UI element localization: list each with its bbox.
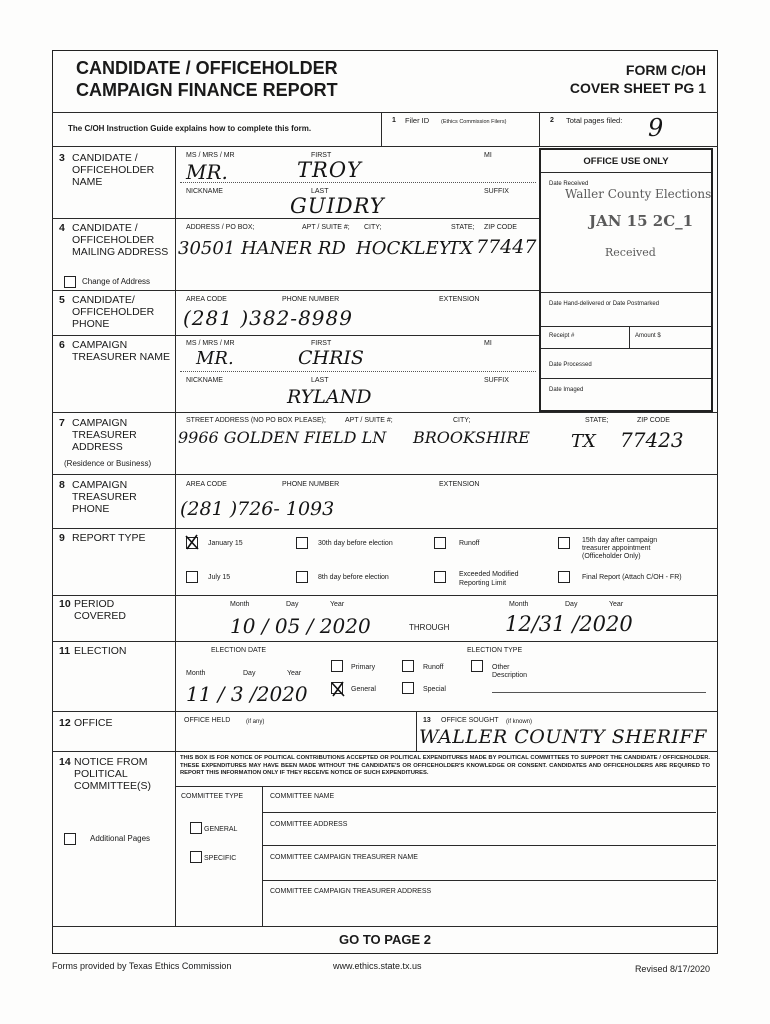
30th-day-label: 30th day before election bbox=[318, 540, 393, 547]
section-label: PERIOD COVERED bbox=[74, 598, 126, 622]
section-number: 10 bbox=[59, 598, 71, 610]
treasurer-state-field[interactable]: TX bbox=[571, 431, 596, 452]
runoff-report-checkbox[interactable] bbox=[434, 537, 446, 549]
section-number: 9 bbox=[59, 532, 65, 544]
office-sought-field[interactable]: WALLER COUNTY SHERIFF bbox=[419, 726, 707, 748]
hand-delivered-label: Date Hand-delivered or Date Postmarked bbox=[549, 301, 660, 307]
office-use-title: OFFICE USE ONLY bbox=[583, 156, 669, 167]
section-number: 3 bbox=[59, 152, 65, 164]
section-number: 7 bbox=[59, 417, 65, 429]
committee-name-caption: COMMITTEE NAME bbox=[270, 793, 335, 800]
other-label: Other bbox=[492, 664, 510, 671]
candidate-phone-field[interactable]: (281 )382-8989 bbox=[183, 306, 353, 330]
form-title-line-2: CAMPAIGN FINANCE REPORT bbox=[76, 80, 338, 100]
office-held-field[interactable] bbox=[184, 728, 412, 750]
date-processed-label: Date Processed bbox=[549, 362, 592, 368]
candidate-title-field[interactable]: MR. bbox=[186, 160, 228, 184]
received-stamp-date: JAN 15 2C_1 bbox=[589, 212, 694, 230]
8th-day-checkbox[interactable] bbox=[296, 571, 308, 583]
through-label: THROUGH bbox=[409, 623, 450, 632]
section-number: 14 bbox=[59, 756, 71, 768]
section-label: REPORT TYPE bbox=[72, 532, 146, 544]
amount-label: Amount $ bbox=[635, 333, 661, 339]
election-runoff-checkbox[interactable] bbox=[402, 660, 414, 672]
final-report-label: Final Report (Attach C/OH - FR) bbox=[582, 574, 682, 581]
received-stamp-agency: Waller County Elections bbox=[565, 187, 712, 201]
election-date-field[interactable]: 11 / 3 /2020 bbox=[186, 682, 308, 706]
election-day-caption: Day bbox=[243, 670, 256, 677]
nickname-caption: NICKNAME bbox=[186, 188, 223, 195]
office-held-note: (if any) bbox=[246, 718, 265, 725]
other-checkbox[interactable] bbox=[471, 660, 483, 672]
section-label: CAMPAIGN TREASURER PHONE bbox=[72, 479, 137, 515]
state-caption: STATE; bbox=[585, 417, 609, 424]
section-label: CAMPAIGN TREASURER ADDRESS bbox=[72, 417, 137, 453]
treasurer-first-name-field[interactable]: CHRIS bbox=[298, 347, 364, 369]
additional-pages-checkbox[interactable] bbox=[64, 833, 76, 845]
july-15-label: July 15 bbox=[208, 574, 231, 581]
filer-id-note: (Ethics Commission Filers) bbox=[441, 118, 507, 125]
from-year-caption: Year bbox=[330, 601, 345, 608]
first-caption: FIRST bbox=[311, 340, 332, 347]
date-imaged-label: Date Imaged bbox=[549, 387, 584, 393]
15th-day-checkbox[interactable] bbox=[558, 537, 570, 549]
treasurer-zip-field[interactable]: 77423 bbox=[620, 428, 684, 452]
total-pages-field[interactable]: 9 bbox=[648, 114, 664, 142]
city-caption: CITY; bbox=[453, 417, 471, 424]
section-number: 4 bbox=[59, 222, 65, 234]
office-sought-note: (if known) bbox=[506, 718, 533, 725]
runoff-report-label: Runoff bbox=[459, 540, 480, 547]
area-code-caption: AREA CODE bbox=[186, 481, 227, 488]
30th-day-checkbox[interactable] bbox=[296, 537, 308, 549]
nickname-caption: NICKNAME bbox=[186, 377, 223, 384]
form-number: FORM C/OH bbox=[625, 62, 706, 78]
15th-day-label: 15th day after campaign bbox=[582, 537, 658, 544]
8th-day-label: 8th day before election bbox=[318, 574, 389, 581]
mi-caption: MI bbox=[484, 340, 492, 347]
section-label: ELECTION bbox=[74, 645, 127, 657]
street-caption: STREET ADDRESS (NO PO BOX PLEASE); bbox=[186, 417, 326, 424]
total-pages-label: Total pages filed: bbox=[566, 116, 623, 125]
mailing-zip-field[interactable]: 77447 bbox=[476, 236, 537, 258]
last-caption: LAST bbox=[311, 377, 329, 384]
general-committee-checkbox[interactable] bbox=[190, 822, 202, 834]
election-date-caption: ELECTION DATE bbox=[211, 647, 267, 654]
committee-treasurer-address-caption: COMMITTEE CAMPAIGN TREASURER ADDRESS bbox=[270, 888, 432, 895]
title-caption: MS / MRS / MR bbox=[186, 152, 235, 159]
section-number: 12 bbox=[59, 717, 71, 729]
office-use-box bbox=[539, 148, 713, 412]
15th-day-label-line-3: (Officeholder Only) bbox=[582, 553, 641, 560]
filer-id-field[interactable] bbox=[392, 128, 534, 142]
additional-pages-label: Additional Pages bbox=[90, 834, 151, 843]
to-year-caption: Year bbox=[609, 601, 624, 608]
change-of-address-checkbox[interactable] bbox=[64, 276, 76, 288]
january-15-checkbox[interactable] bbox=[186, 537, 198, 549]
candidate-first-name-field[interactable]: TROY bbox=[297, 158, 362, 182]
form-title-line-1: CANDIDATE / OFFICEHOLDER bbox=[76, 58, 338, 78]
phone-caption: PHONE NUMBER bbox=[282, 481, 340, 488]
section-number: 11 bbox=[59, 645, 71, 657]
general-checkbox[interactable] bbox=[331, 682, 343, 694]
check-mark-icon bbox=[184, 533, 200, 551]
section-number: 6 bbox=[59, 339, 65, 351]
treasurer-street-field[interactable]: 9966 GOLDEN FIELD LN bbox=[178, 428, 387, 447]
go-to-page-2: GO TO PAGE 2 bbox=[339, 932, 431, 947]
to-month-caption: Month bbox=[509, 601, 529, 608]
address-caption: ADDRESS / PO BOX; bbox=[186, 224, 255, 231]
period-end-field[interactable]: 12/31 /2020 bbox=[505, 612, 633, 636]
zip-caption: ZIP CODE bbox=[637, 417, 670, 424]
specific-committee-checkbox[interactable] bbox=[190, 851, 202, 863]
section-label: CANDIDATE/ OFFICEHOLDER PHONE bbox=[72, 294, 155, 330]
revised-date: Revised 8/17/2020 bbox=[634, 964, 710, 974]
july-15-checkbox[interactable] bbox=[186, 571, 198, 583]
candidate-last-name-field[interactable]: GUIDRY bbox=[290, 194, 385, 218]
area-code-caption: AREA CODE bbox=[186, 296, 227, 303]
from-month-caption: Month bbox=[230, 601, 250, 608]
exceeded-limit-label-line-2: Reporting Limit bbox=[459, 580, 507, 587]
filer-id-label: Filer ID bbox=[405, 116, 430, 125]
apt-caption: APT / SUITE #; bbox=[302, 224, 350, 231]
specific-committee-label: SPECIFIC bbox=[204, 855, 237, 862]
primary-checkbox[interactable] bbox=[331, 660, 343, 672]
total-pages-number: 2 bbox=[550, 117, 554, 124]
ethics-website-link[interactable]: www.ethics.state.tx.us bbox=[333, 961, 422, 971]
section-label: CANDIDATE / OFFICEHOLDER MAILING ADDRESS bbox=[72, 222, 169, 258]
primary-label: Primary bbox=[351, 664, 376, 671]
mailing-city-field[interactable]: HOCKLEY bbox=[356, 238, 451, 259]
office-sought-number: 13 bbox=[423, 717, 431, 724]
section-number: 8 bbox=[59, 479, 65, 491]
date-received-label: Date Received bbox=[549, 181, 589, 187]
extension-caption: EXTENSION bbox=[439, 296, 480, 303]
general-label: General bbox=[351, 686, 376, 693]
zip-caption: ZIP CODE bbox=[484, 224, 517, 231]
first-caption: FIRST bbox=[311, 152, 332, 159]
extension-caption: EXTENSION bbox=[439, 481, 480, 488]
state-caption: STATE; bbox=[451, 224, 475, 231]
mailing-address-field[interactable]: 30501 HANER RD bbox=[178, 238, 346, 259]
exceeded-limit-checkbox[interactable] bbox=[434, 571, 446, 583]
committee-treasurer-caption: COMMITTEE CAMPAIGN TREASURER NAME bbox=[270, 854, 418, 861]
treasurer-phone-field[interactable]: (281 )726- 1093 bbox=[180, 498, 335, 520]
city-caption: CITY; bbox=[364, 224, 382, 231]
committee-address-caption: COMMITTEE ADDRESS bbox=[270, 821, 348, 828]
exceeded-limit-label: Exceeded Modified bbox=[459, 571, 519, 578]
instruction-note: The C/OH Instruction Guide explains how to complete this form. bbox=[68, 124, 312, 133]
from-day-caption: Day bbox=[286, 601, 299, 608]
treasurer-city-field[interactable]: BROOKSHIRE bbox=[413, 428, 530, 447]
to-day-caption: Day bbox=[565, 601, 578, 608]
form-page-label: COVER SHEET PG 1 bbox=[569, 80, 706, 96]
final-report-checkbox[interactable] bbox=[558, 571, 570, 583]
filer-id-number: 1 bbox=[392, 117, 396, 124]
section-sublabel: (Residence or Business) bbox=[64, 459, 152, 468]
election-month-caption: Month bbox=[186, 670, 206, 677]
election-runoff-label: Runoff bbox=[423, 664, 444, 671]
check-mark-icon bbox=[330, 680, 346, 698]
section-label: NOTICE FROM POLITICAL COMMITTEE(S) bbox=[74, 756, 151, 792]
apt-caption: APT / SUITE #; bbox=[345, 417, 393, 424]
election-type-caption: ELECTION TYPE bbox=[467, 647, 523, 654]
suffix-caption: SUFFIX bbox=[484, 377, 509, 384]
receipt-label: Receipt # bbox=[549, 333, 575, 339]
other-description-label: Description bbox=[492, 672, 528, 679]
15th-day-label-line-2: treasurer appointment bbox=[582, 545, 651, 552]
section-label: CAMPAIGN TREASURER NAME bbox=[72, 339, 171, 363]
treasurer-last-name-field[interactable]: RYLAND bbox=[287, 386, 372, 408]
title-caption: MS / MRS / MR bbox=[186, 340, 235, 347]
mi-caption: MI bbox=[484, 152, 492, 159]
january-15-label: January 15 bbox=[208, 540, 243, 547]
section-label: OFFICE bbox=[74, 717, 113, 729]
suffix-caption: SUFFIX bbox=[484, 188, 509, 195]
treasurer-title-field[interactable]: MR. bbox=[196, 348, 234, 369]
general-committee-label: GENERAL bbox=[204, 826, 238, 833]
special-checkbox[interactable] bbox=[402, 682, 414, 694]
mailing-state-field[interactable]: TX bbox=[448, 238, 473, 259]
section-number: 5 bbox=[59, 294, 65, 306]
office-sought-caption: OFFICE SOUGHT bbox=[441, 717, 499, 724]
committee-type-caption: COMMITTEE TYPE bbox=[181, 793, 244, 800]
provided-by-text: Forms provided by Texas Ethics Commission bbox=[52, 961, 232, 971]
special-label: Special bbox=[423, 686, 446, 693]
office-held-caption: OFFICE HELD bbox=[184, 717, 231, 724]
change-of-address-label: Change of Address bbox=[82, 277, 151, 286]
phone-caption: PHONE NUMBER bbox=[282, 296, 340, 303]
section-label: CANDIDATE / OFFICEHOLDER NAME bbox=[72, 152, 155, 188]
election-year-caption: Year bbox=[287, 670, 302, 677]
committee-notice-text: THIS BOX IS FOR NOTICE OF POLITICAL CONTRIBUTIONS ACCEPTED OR POLITICAL EXPENDITURES MADE BY POLITICAL COMMITTEES TO SUPPORT THE CANDIDATE / OFFICEHOLDER. THESE EXPENDITURES MAY HAVE BEEN MADE WITHOUT THE CANDIDATE'S OR OFFICEHOLDER'S KNOWLEDGE OR CONSENT. CANDIDATES AND OFFICEHOLDERS ARE REQUIRED TO REPORT THIS INFORMATION ONLY IF THEY RECEIVE NOTICE OF SUCH EXPENDITURES. bbox=[180, 755, 710, 776]
last-caption: LAST bbox=[311, 188, 329, 195]
received-stamp-label: Received bbox=[605, 246, 656, 259]
period-start-field[interactable]: 10 / 05 / 2020 bbox=[230, 614, 371, 638]
